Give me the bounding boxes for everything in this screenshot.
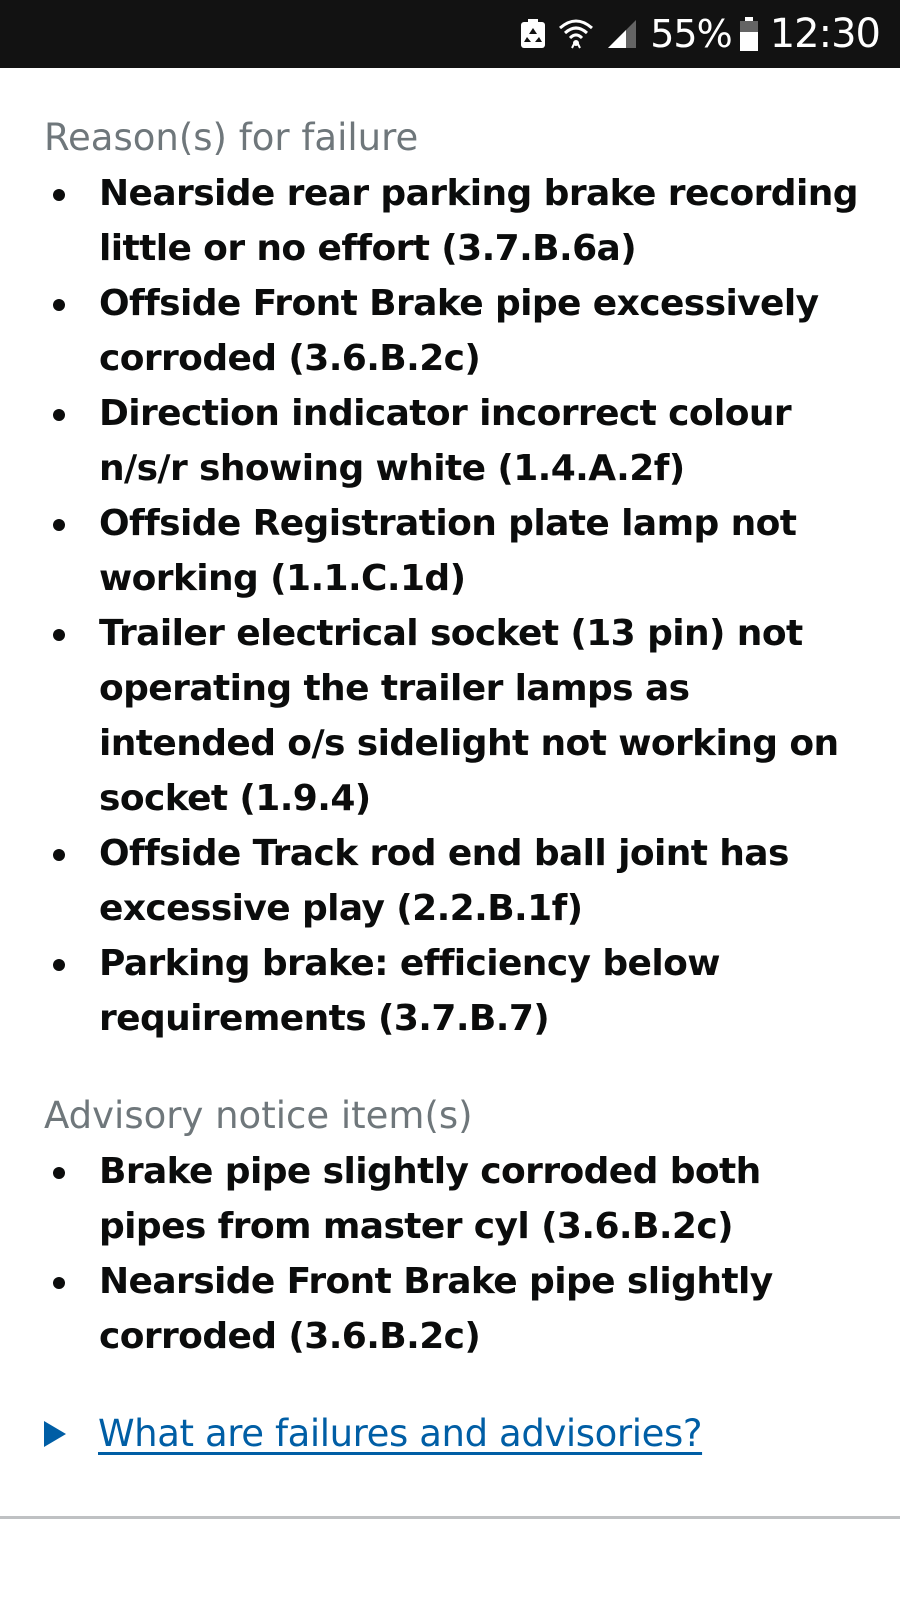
disclosure-triangle-icon[interactable] [44, 1421, 66, 1447]
results-content [0, 68, 900, 1600]
failure-item-text: Offside Registration plate lamp not working (1.1.C.1d) [99, 503, 797, 599]
bullet-icon [53, 519, 65, 531]
bullet-icon [53, 1167, 65, 1179]
battery-icon [740, 17, 758, 51]
failure-item [44, 936, 860, 1046]
bullet-icon [53, 849, 65, 861]
clock: 12:30 [769, 11, 880, 57]
bullet-icon [53, 629, 65, 641]
bullet-icon [53, 409, 65, 421]
failure-list [44, 166, 860, 1046]
advisories-heading: Advisory notice item(s) [44, 1094, 473, 1137]
failure-item-text: Direction indicator incorrect colour n/s/r showing white (1.4.A.2f) [99, 393, 792, 489]
advisory-item-text: Brake pipe slightly corroded both pipes from master cyl (3.6.B.2c) [99, 1151, 761, 1247]
failure-item-text: Nearside rear parking brake recording little or no effort (3.7.B.6a) [99, 173, 858, 269]
what-are-failures-link[interactable]: What are failures and advisories? [98, 1412, 703, 1455]
status-bar [0, 0, 900, 68]
divider [0, 1516, 900, 1519]
bullet-icon [53, 1277, 65, 1289]
advisory-item [44, 1144, 860, 1254]
signal-icon [606, 18, 638, 50]
failure-item [44, 826, 860, 936]
bullet-icon [53, 959, 65, 971]
advisory-list [44, 1144, 860, 1364]
failure-item [44, 386, 860, 496]
bullet-icon [53, 299, 65, 311]
failure-item-text: Parking brake: efficiency below requirements (3.7.B.7) [99, 943, 720, 1039]
failure-item [44, 606, 860, 826]
failure-item-text: Offside Front Brake pipe excessively corroded (3.6.B.2c) [99, 283, 819, 379]
battery-percent: 55% [650, 12, 732, 56]
failure-item [44, 496, 860, 606]
wifi-icon [558, 18, 594, 50]
failure-item-text: Offside Track rod end ball joint has excessive play (2.2.B.1f) [99, 833, 789, 929]
failures-advisories-disclosure[interactable] [44, 1412, 860, 1455]
recycle-icon [520, 19, 546, 49]
advisory-item [44, 1254, 860, 1364]
failure-item [44, 276, 860, 386]
bullet-icon [53, 189, 65, 201]
failure-item [44, 166, 860, 276]
advisory-item-text: Nearside Front Brake pipe slightly corroded (3.6.B.2c) [99, 1261, 773, 1357]
failure-item-text: Trailer electrical socket (13 pin) not operating the trailer lamps as intended o/s sidelight not working on socket (1.9.4) [99, 613, 839, 819]
failures-heading: Reason(s) for failure [44, 116, 419, 159]
